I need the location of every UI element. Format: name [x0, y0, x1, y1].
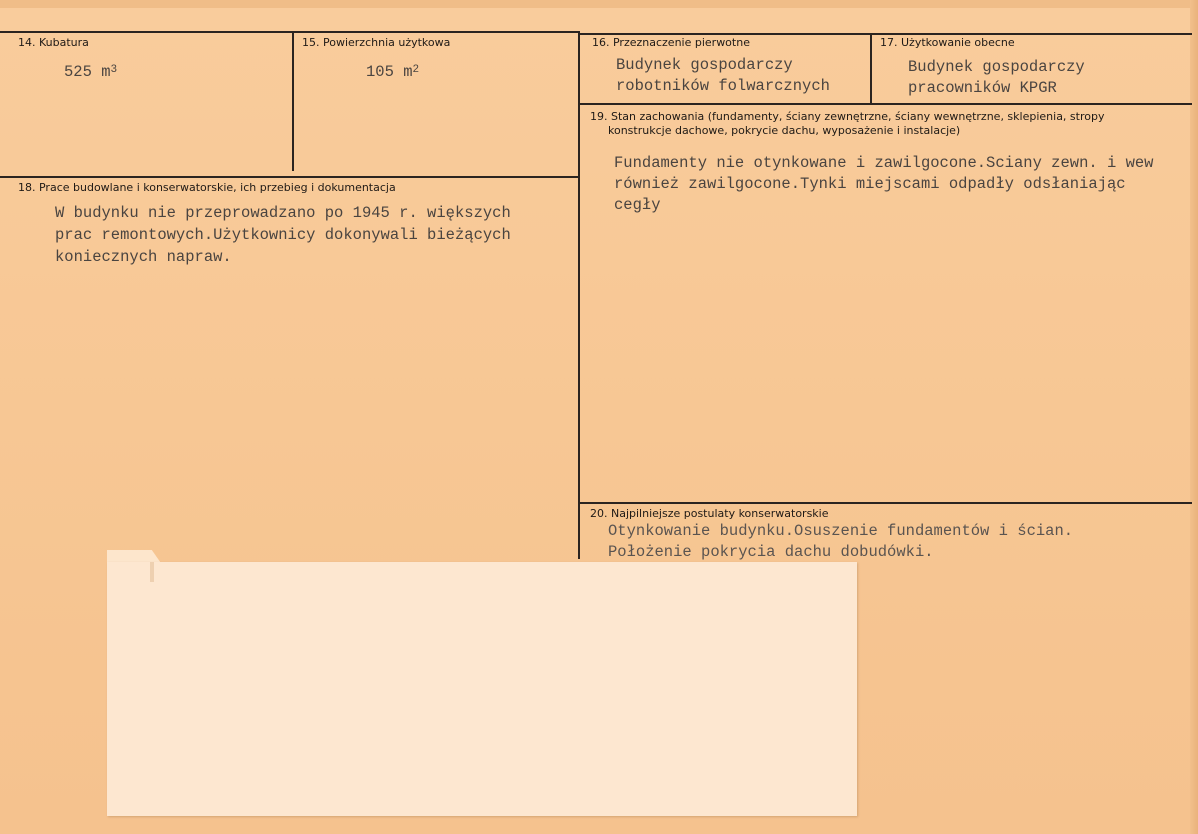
border-above-18 [0, 176, 580, 178]
field-18-value: W budynku nie przeprowadzano po 1945 r. większych prac remontowych.Użytkownicy dokonywali bieżących koniecznych napraw. [55, 204, 511, 266]
field-15-exponent: 2 [412, 64, 420, 76]
card-right-edge [1190, 0, 1198, 834]
field-14-number: 525 m [64, 63, 111, 81]
field-19-label: 19. Stan zachowania (fundamenty, ściany zewnętrzne, ściany wewnętrzne, sklepienia, stropy [590, 110, 1105, 123]
field-15-value [366, 62, 419, 85]
field-17-value: Budynek gospodarczy pracowników KPGR [908, 58, 1085, 97]
paper-slip-fold [150, 562, 154, 582]
field-20-value: Otynkowanie budynku.Osuszenie fundamentów i ścian. Położenie pokrycia dachu dobudówki. [608, 522, 1074, 561]
border-above-19 [580, 103, 1192, 105]
field-16-value: Budynek gospodarczy robotników folwarcznych [616, 56, 830, 95]
field-14-value [64, 62, 117, 85]
field-20-label: 20. Najpilniejsze postulaty konserwatorskie [590, 507, 829, 520]
field-14-label: 14. Kubatura [18, 36, 89, 49]
field-17-label: 17. Użytkowanie obecne [880, 36, 1015, 49]
field-19-value: Fundamenty nie otynkowane i zawilgocone.Sciany zewn. i wew również zawilgocone.Tynki miejscami odpadły odsłaniając cegły [614, 154, 1154, 214]
divider-16-17 [870, 33, 872, 103]
border-above-20 [580, 502, 1192, 504]
field-15-label: 15. Powierzchnia użytkowa [302, 36, 451, 49]
divider-14-15 [292, 31, 294, 171]
card-top-edge [0, 0, 1198, 8]
field-15-number: 105 m [366, 63, 413, 81]
field-16-label: 16. Przeznaczenie pierwotne [592, 36, 750, 49]
divider-main [578, 31, 580, 559]
top-border-left [0, 31, 580, 33]
paper-slip [107, 562, 857, 816]
field-14-exponent: 3 [110, 64, 118, 76]
top-border-right [580, 33, 1192, 35]
field-19-label-cont: konstrukcje dachowe, pokrycie dachu, wyposażenie i instalacje) [608, 124, 961, 137]
field-18-label: 18. Prace budowlane i konserwatorskie, ich przebieg i dokumentacja [18, 181, 396, 194]
